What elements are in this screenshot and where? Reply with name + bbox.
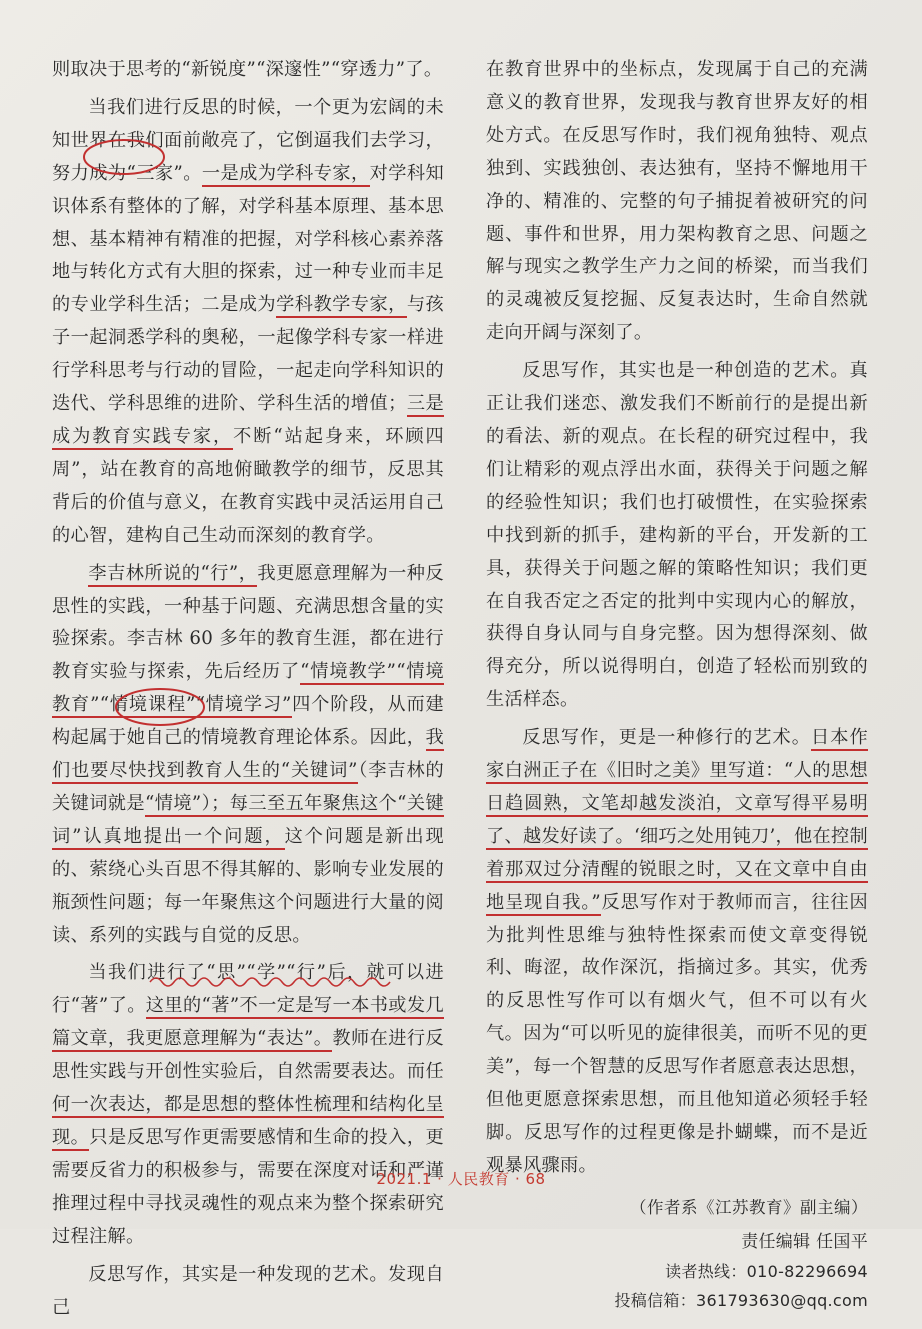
paragraph: 则取决于思考的“新锐度”“深邃性”“穿透力”了。 (52, 59, 443, 80)
underlined-text: “情境教学”“情境教育”“情境课程”“情境学习” (52, 661, 444, 718)
paragraph: 反思写作，其实是一种发现的艺术。发现自己 (52, 1263, 444, 1318)
paragraph: 当我们进行反思的时候，一个更为宏阔的未知世界在我们面前敞亮了，它倒逼我们去学习，努力成为“三家”。一是成为学科专家，对学科知识体系有整体的了解，对学科基本原理、基本思想、基本精神有精准的把握，对学科核心素养落地与转化方式有大胆的探索，过一种专业而丰足的专业学科生活；二是成为学科教学专家，与孩子一起洞悉学科的奥秘，一起像学科专家一样进行学科思考与行动的冒险，一起走向学科知识的迭代、学科思维的进阶、学科生活的增值；三是成为教育实践专家，不断“站起身来，环顾四周”，站在教育的高地俯瞰教学的细节，反思其背后的价值与意义，在教育实践中灵活运用自己的心智，建构自己生动而深刻的教育学。 (52, 96, 445, 546)
editor-credit: 责任编辑 任国平 (741, 1231, 868, 1252)
paragraph: 李吉林所说的“行”，我更愿意理解为一种反思性的实践，一种基于问题、充满思想含量的实验探索。李吉林 60 多年的教育生涯，都在进行教育实验与探索，先后经历了“情境教学”“情境教育”“情境课程”“情境学习”四个阶段，从而建构起属于她自己的情境教育理论体系。因此，我们也要尽快找到教育人生的“关键词”（李吉林的关键词就是“情境”）；每三至五年聚焦这个“关键词”认真地提出一个问题，这个问题是新出现的、萦绕心头百思不得其解的、影响专业发展的瓶颈性问题；每一年聚焦这个问题进行大量的阅读、系列的实践与自觉的反思。 (52, 562, 444, 946)
underlined-text: 日本作家白洲正子在《旧时之美》里写道：“人的思想日趋圆熟，文笔却越发淡泊，文章写得平易明了、越发好读了。 (486, 727, 868, 850)
underlined-text: 学科教学专家， (276, 294, 407, 318)
underlined-text: 又在文章中自由地呈现自我。” (486, 859, 868, 916)
underlined-text: 三是成为教育实践专家， (52, 393, 444, 450)
paragraph: 反思写作，更是一种修行的艺术。日本作家白洲正子在《旧时之美》里写道：“人的思想日趋圆熟，文笔却越发淡泊，文章写得平易明了、越发好读了。‘细巧之处用钝刀’，他在控制着那双过分清醒的锐眼之时，又在文章中自由地呈现自我。”反思写作对于教师而言，往往因为批判性思维与独特性探索而使文章变得锐利、晦涩，故作深沉，指摘过多。其实，优秀的反思性写作可以有烟火气，但不可以有火气。因为“可以听见的旋律很美，而听不见的更美”，每一个智慧的反思写作者愿意表达思想，但他更愿意探索思想，而且他知道必须轻手轻脚。反思写作的过程更像是扑蝴蝶，而不是近观暴风骤雨。 (486, 727, 868, 1176)
submission-email: 投稿信箱：361793630@qq.com (614, 1290, 868, 1310)
author-note: （作者系《江苏教育》副主编） (630, 1197, 868, 1217)
underlined-text: “情境”）； (145, 793, 230, 817)
paragraph: 当我们进行了“思”“学”“行”后，就可以进行“著”了。这里的“著”不一定是写一本书或发几篇文章，我更愿意理解为“表达”。教师在进行反思性实践与开创性实验后，自然需要表达。而任何一次表达，都是思想的整体性梳理和结构化呈现。只是反思写作更需要感情和生命的投入，更需要反省力的积极参与，需要在深度对话和严谨推理过程中寻找灵魂性的观点来为整个探索研究过程注解。 (52, 962, 444, 1247)
reader-hotline: 读者热线：010-82296694 (665, 1261, 868, 1281)
underlined-text: 这里的“著”不一定是写一本书或发几篇文章，我更愿意理解为“表达”。 (52, 995, 444, 1052)
underlined-text: 一是成为学科专家， (202, 163, 370, 187)
underlined-text: ‘细巧之处用钝刀’，他在控制着那双过分清醒的锐眼之时， (486, 826, 868, 883)
underlined-text: 何一次表达，都是思想的整体性梳理和结构化呈现。 (52, 1094, 444, 1151)
right-column (486, 54, 868, 1315)
underlined-text: 每三至五年聚焦这个“关键词”认真地提出一个问题， (52, 793, 444, 850)
underlined-text: 李吉林所说的“行”， (88, 563, 257, 587)
paragraph: 反思写作，其实也是一种创造的艺术。真正让我们迷恋、激发我们不断前行的是提出新的看法、新的观点。在长程的研究过程中，我们让精彩的观点浮出水面，获得关于问题之解的经验性知识；我们也打破惯性，在实验探索中找到新的抓手，建构新的平台，开发新的工具，获得关于问题之解的策略性知识；我们更在自我否定之否定的批判中实现内心的解放，获得自身认同与自身完整。因为想得深刻、做得充分，所以说得明白，创造了轻松而别致的生活样态。 (486, 360, 868, 711)
page-footer: 2021.1 · 人民教育 · 68 (376, 1170, 546, 1188)
left-column (52, 54, 444, 1329)
paragraph: 在教育世界中的坐标点，发现属于自己的充满意义的教育世界，发现我与教育世界友好的相处方式。在反思写作时，我们视角独特、观点独到、实践独创、表达独有，坚持不懈地用干净的、精准的、完整的句子捕捉着被研究的问题、事件和世界，用力架构教育之思、问题之解与现实之教学生产力之间的桥梁，而当我们的灵魂被反复挖掘、反复表达时，生命自然就走向开阔与深刻了。 (486, 59, 868, 344)
underlined-text: 我们也要尽快找到教育人生的“关键词” (52, 727, 444, 784)
